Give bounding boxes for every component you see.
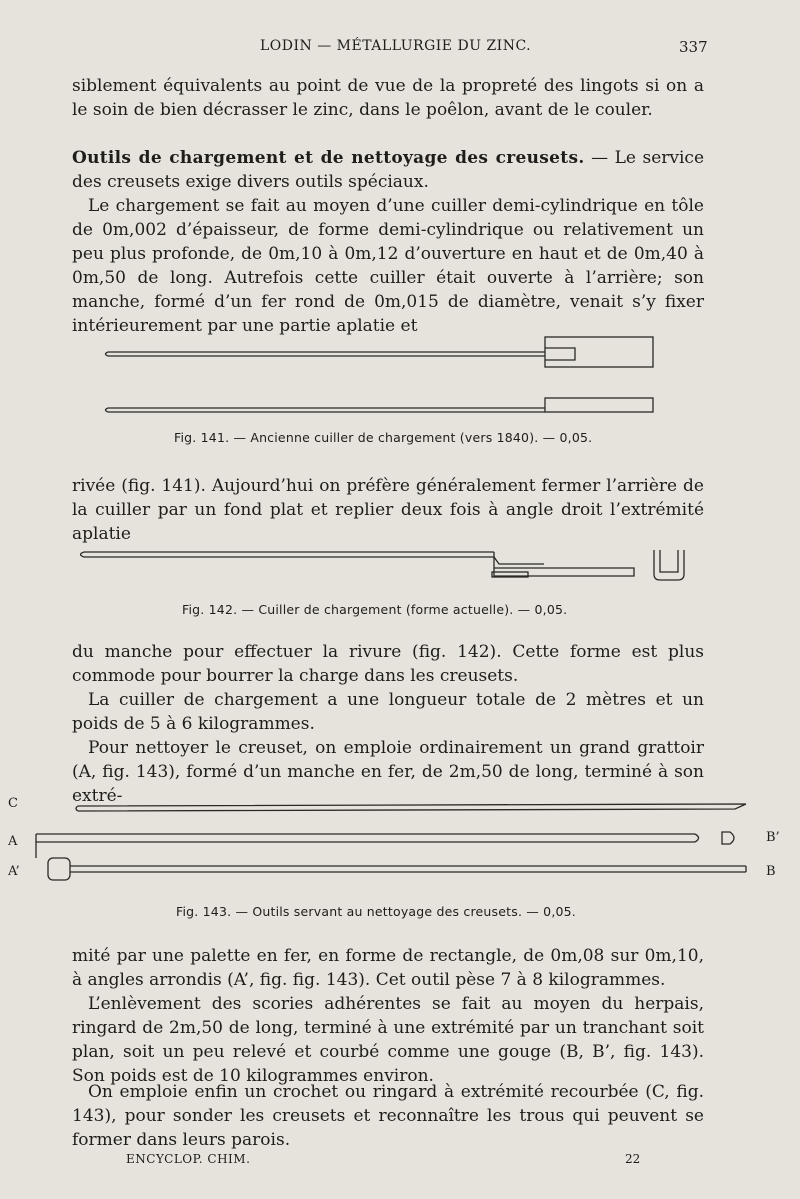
- fig143-label-b-prime: B’: [766, 830, 780, 845]
- paragraph-10-text: On emploie enfin un crochet ou ringard à extrémité recourbée (C, fig. 143), pour sonder les creusets et reconnaître les trous qui peuvent se former dans leurs parois.: [72, 1082, 704, 1150]
- fig143-tool-a: [36, 834, 695, 858]
- footer-signature: ENCYCLOP. CHIM.: [126, 1152, 251, 1166]
- fig143-label-c: C: [8, 796, 18, 811]
- paragraph-4: [72, 474, 704, 546]
- running-title: LODIN — MÉTALLURGIE DU ZINC.: [260, 38, 532, 54]
- paragraph-10: [72, 1080, 704, 1152]
- running-header: [0, 38, 800, 62]
- fig143-label-b: B: [766, 864, 776, 879]
- page-footer: [0, 1152, 800, 1172]
- fig143-tool-c: [78, 804, 746, 811]
- paragraph-3-text: Le chargement se fait au moyen d’une cuiller demi-cylindrique en tôle de 0m,002 d’épaisseur, de forme demi-cylindrique ou relativement un peu plus profonde, de 0m,10 à 0m,12 d’ouverture en haut et de 0m,40 à 0m,50 de long. Autrefois cette cuiller était ouverte à l’arrière; son manche, formé d’un fer rond de 0m,015 de diamètre, venait s’y fixer intérieurement par une partie aplatie et: [72, 196, 704, 336]
- footer-signature-number: 22: [625, 1152, 641, 1166]
- fig143-tool-b: [70, 866, 746, 872]
- paragraph-5-text: du manche pour effectuer la rivure (fig. 142). Cette forme est plus commode pour bourrer la charge dans les creusets.: [72, 642, 704, 686]
- paragraph-6-text: La cuiller de chargement a une longueur totale de 2 mètres et un poids de 5 à 6 kilogrammes.: [72, 690, 704, 734]
- paragraph-8: [72, 944, 704, 992]
- fig142-handle: [81, 552, 495, 557]
- fig143-label-a-prime: A’: [8, 864, 20, 879]
- paragraph-8-text: mité par une palette en fer, en forme de rectangle, de 0m,08 sur 0m,10, à angles arrondis (A’, fig. fig. 143). Cet outil pèse 7 à 8 kilogrammes.: [72, 946, 704, 990]
- fig142-scoop-end: [654, 550, 684, 580]
- paragraph-7-text: Pour nettoyer le creuset, on emploie ordinairement un grand grattoir (A, fig. 143), formé d’un manche en fer, de 2m,50 de long, terminé à son extré-: [72, 738, 704, 806]
- fig141-top-scoop: [545, 337, 653, 367]
- figure-141-drawing: [100, 330, 660, 420]
- paragraph-9: [72, 992, 704, 1088]
- figure-142-caption: Fig. 142. — Cuiller de chargement (forme actuelle). — 0,05.: [182, 602, 568, 617]
- paragraph-6: [72, 688, 704, 736]
- heading-dash: —: [584, 148, 609, 168]
- paragraph-5: [72, 640, 704, 688]
- paragraph-3: [72, 194, 704, 338]
- fig141-bottom-scoop: [545, 398, 653, 412]
- section-lead: Le service des creusets exige divers outils spéciaux.: [72, 148, 705, 192]
- fig141-bottom-handle: [106, 408, 546, 412]
- paragraph-1-text: siblement équivalents au point de vue de la propreté des lingots si on a le soin de bien décrasser le zinc, dans le poêlon, avant de le couler.: [72, 76, 704, 120]
- fig141-top-handle: [106, 352, 546, 356]
- fig143-tool-a-prime-paddle: [48, 858, 70, 880]
- figure-142-drawing: [74, 540, 694, 588]
- section-heading-block: [72, 146, 704, 194]
- fig143-label-a: A: [8, 834, 18, 849]
- figure-143-caption: Fig. 143. — Outils servant au nettoyage des creusets. — 0,05.: [176, 904, 576, 919]
- fig143-b-prime-end: [722, 832, 734, 844]
- paragraph-4-text: rivée (fig. 141). Aujourd’hui on préfère généralement fermer l’arrière de la cuiller par un fond plat et replier deux fois à angle droit l’extrémité aplatie: [72, 476, 704, 544]
- paragraph-1: [72, 74, 704, 122]
- figure-143-drawing: [30, 798, 752, 888]
- figure-141-caption: Fig. 141. — Ancienne cuiller de chargement (vers 1840). — 0,05.: [174, 430, 593, 445]
- page-number: 337: [679, 38, 708, 56]
- section-heading: Outils de chargement et de nettoyage des creusets.: [72, 148, 585, 168]
- paragraph-9-text: L’enlèvement des scories adhérentes se fait au moyen du herpais, ringard de 2m,50 de long, terminé à une extrémité par un tranchant soit plan, soit un peu relevé et courbé comme une gouge (B, B’, fig. 143). Son poids est de 10 kilogrammes environ.: [72, 994, 704, 1086]
